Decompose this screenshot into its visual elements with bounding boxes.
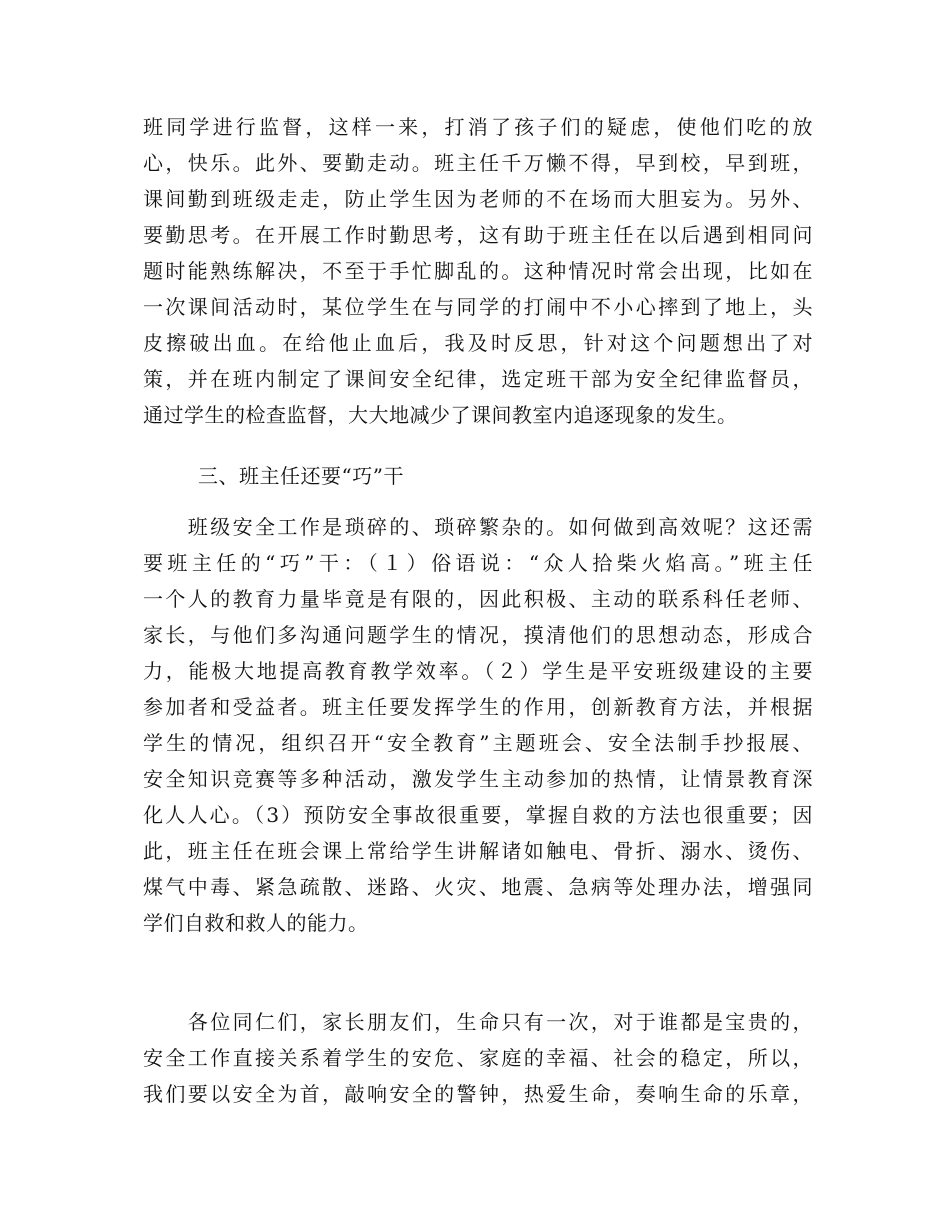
text-line: 化人人心。（3）预防安全事故很重要，掌握自救的方法也很重要；因 [143,803,813,827]
text-line: 通过学生的检查监督，大大地减少了课间教室内追逐现象的发生。 [143,403,738,427]
text-line: 力，能极大地提高教育教学效率。（２）学生是平安班级建设的主要 [143,659,813,683]
text-line: 煤气中毒、紧急疏散、迷路、火灾、地震、急病等处理办法，增强同 [143,875,813,899]
text-line: 策，并在班内制定了课间安全纪律，选定班干部为安全纪律监督员， [143,367,813,391]
paragraph-3 [143,1004,813,1112]
text-line: 班同学进行监督，这样一来，打消了孩子们的疑虑，使他们吃的放 [143,115,813,139]
text-line: 我们要以安全为首，敲响安全的警钟，热爱生命，奏响生命的乐章， [143,1082,813,1106]
text-line: 皮擦破出血。在给他止血后，我及时反思，针对这个问题想出了对 [143,331,813,355]
text-line: 一次课间活动时，某位学生在与同学的打闹中不小心摔到了地上，头 [143,295,813,319]
text-line: 一个人的教育力量毕竟是有限的，因此积极、主动的联系科任老师、 [143,587,813,611]
paragraph-2 [143,509,813,941]
text-line: 课间勤到班级走走，防止学生因为老师的不在场而大胆妄为。另外、 [143,187,813,211]
text-line: 家长，与他们多沟通问题学生的情况，摸清他们的思想动态，形成合 [143,623,813,647]
paragraph-1 [143,109,813,433]
text-line: 题时能熟练解决，不至于手忙脚乱的。这种情况时常会出现，比如在 [143,259,813,283]
text-line: 心，快乐。此外、要勤走动。班主任千万懒不得，早到校，早到班， [143,151,813,175]
text-line: 参加者和受益者。班主任要发挥学生的作用，创新教育方法，并根据 [143,695,813,719]
text-line: 学生的情况，组织召开“安全教育”主题班会、安全法制手抄报展、 [143,731,813,755]
section-heading: 三、班主任还要“巧”干 [198,464,404,488]
text-line: 要班主任的“巧”干：（１）俗语说：“众人拾柴火焰高。”班主任 [143,551,813,575]
text-line: 要勤思考。在开展工作时勤思考，这有助于班主任在以后遇到相同问 [143,223,813,247]
text-line: 安全知识竞赛等多种活动，激发学生主动参加的热情，让情景教育深 [143,767,813,791]
text-line: 此，班主任在班会课上常给学生讲解诸如触电、骨折、溺水、烫伤、 [143,839,813,863]
text-line: 各位同仁们，家长朋友们，生命只有一次，对于谁都是宝贵的， [143,1010,813,1034]
text-line: 班级安全工作是琐碎的、琐碎繁杂的。如何做到高效呢？这还需 [143,515,813,539]
text-line: 学们自救和救人的能力。 [143,911,369,935]
text-line: 安全工作直接关系着学生的安危、家庭的幸福、社会的稳定，所以， [143,1046,813,1070]
